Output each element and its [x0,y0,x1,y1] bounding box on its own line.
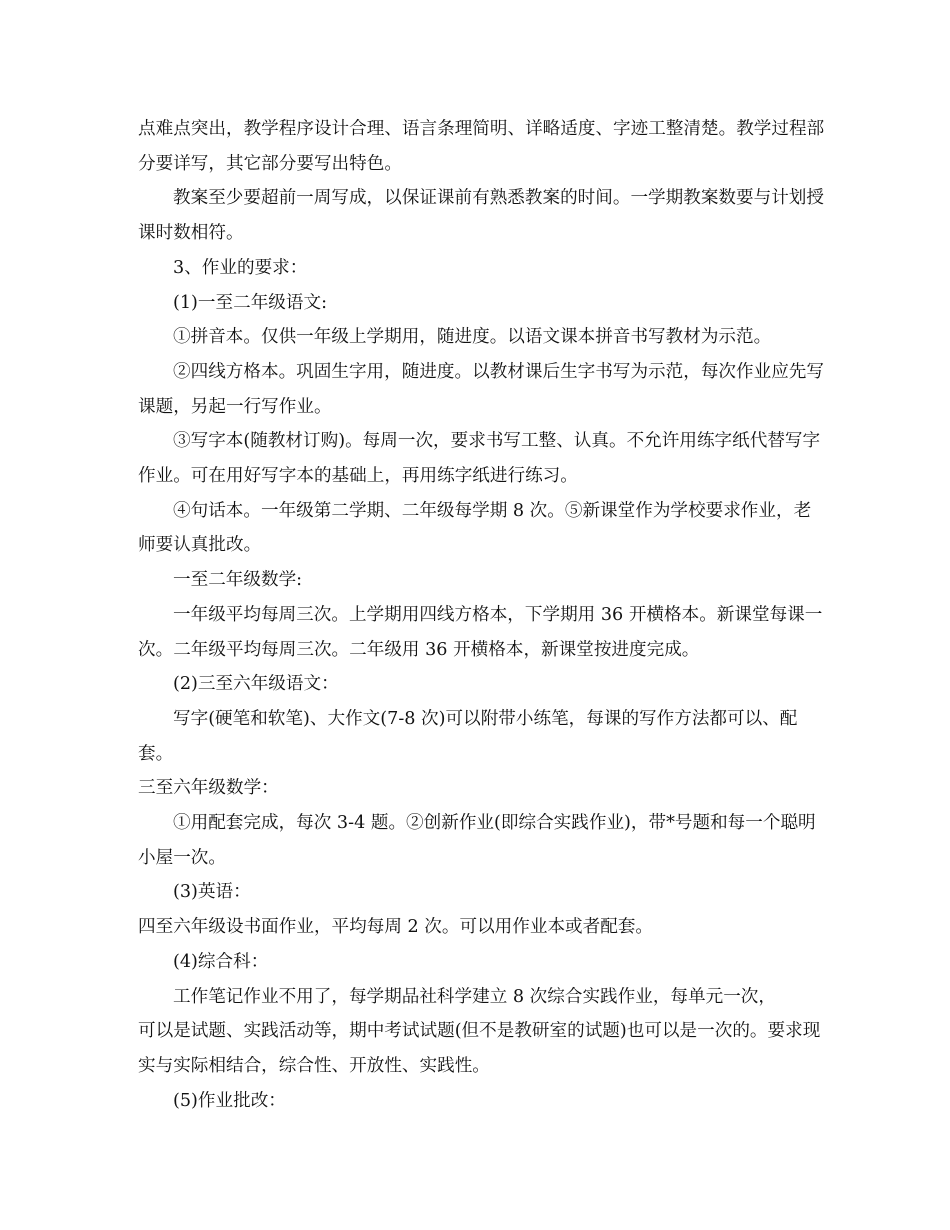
paragraph-11: (2)三至六年级语文： [173,674,339,695]
paragraph-14: ①用配套完成，每次 3-4 题。②创新作业(即综合实践作业)，带*号题和每一个聪明小屋一次。 [138,813,816,868]
document-body [138,112,828,1118]
paragraph-16: 四至六年级设书面作业，平均每周 2 次。可以用作业本或者配套。 [138,917,654,938]
paragraph-3: 3、作业的要求： [173,257,308,278]
paragraph-4: (1)一至二年级语文: [173,292,328,313]
paragraph-18: 工作笔记作业不用了，每学期品社科学建立 8 次综合实践作业，每单元一次， [173,986,776,1007]
paragraph-12: 写字(硬笔和软笔)、大作文(7-8 次)可以附带小练笔，每课的写作方法都可以、配套。 [138,708,798,764]
paragraph-2: 教案至少要超前一周写成，以保证课前有熟悉教案的时间。一学期教案数要与计划授课时数相符。 [138,188,824,244]
paragraph-5: ①拼音本。仅供一年级上学期用，随进度。以语文课本拼音书写教材为示范。 [173,327,772,348]
paragraph-6: ②四线方格本。巩固生字用，随进度。以教材课后生字书写为示范，每次作业应先写课题，另起一行写作业。 [138,361,824,417]
paragraph-20: (5)作业批改： [173,1090,286,1111]
paragraph-15: (3)英语： [173,882,251,903]
paragraph-8: ④句话本。一年级第二学期、二年级每学期 8 次。⑤新课堂作为学校要求作业，老师要认真批改。 [138,500,812,556]
paragraph-13: 三至六年级数学： [138,778,279,799]
paragraph-17: (4)综合科： [173,951,269,972]
paragraph-1: 点难点突出，教学程序设计合理、语言条理简明、详略适度、字迹工整清楚。教学过程部分要详写，其它部分要写出特色。 [138,119,825,174]
paragraph-10: 一年级平均每周三次。上学期用四线方格本，下学期用 36 开横格本。新课堂每课一次。二年级平均每周三次。二年级用 36 开横格本，新课堂按进度完成。 [138,604,823,660]
paragraph-9: 一至二年级数学: [173,570,303,591]
paragraph-7: ③写字本(随教材订购)。每周一次，要求书写工整、认真。不允许用练字纸代替写字作业。可在用好写字本的基础上，再用练字纸进行练习。 [138,431,821,487]
paragraph-19: 可以是试题、实践活动等，期中考试试题(但不是教研室的试题)也可以是一次的。要求现实与实际相结合，综合性、开放性、实践性。 [138,1021,821,1076]
